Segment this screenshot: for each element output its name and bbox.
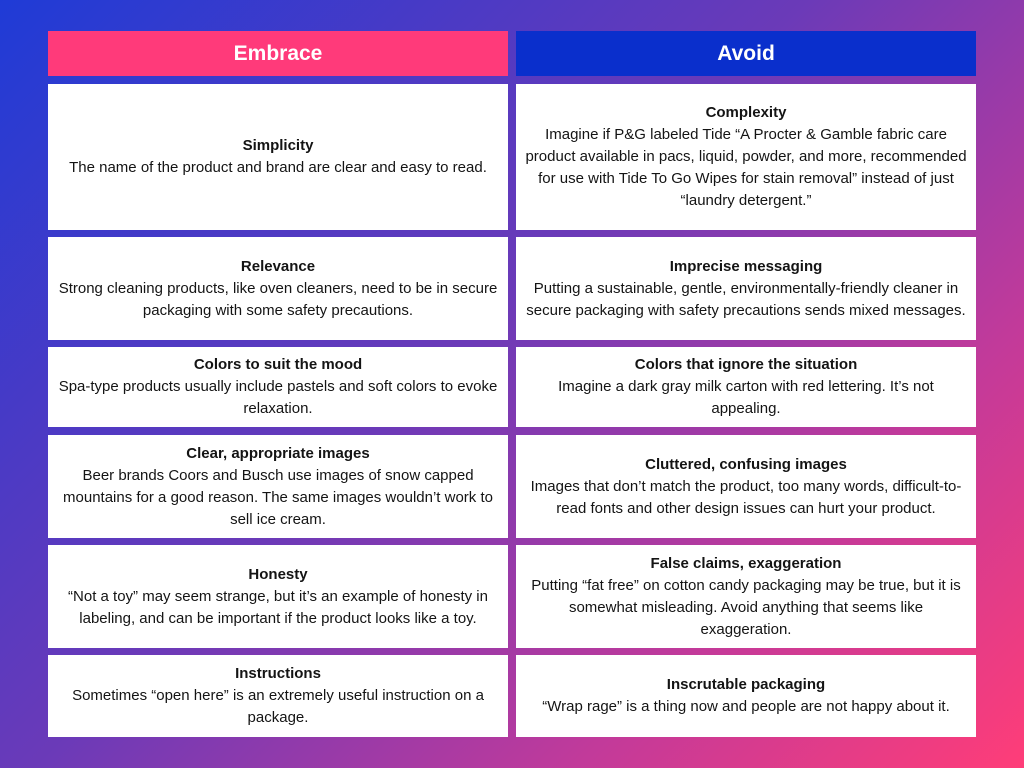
embrace-cell-title: Colors to suit the mood xyxy=(193,356,363,373)
embrace-cell-body: “Not a toy” may seem strange, but it’s an example of honesty in labeling, and can be important if the product looks like a toy. xyxy=(68,587,488,627)
avoid-cell xyxy=(516,435,976,538)
embrace-cell-body: Strong cleaning products, like oven cleaners, need to be in secure packaging with some safety precautions. xyxy=(58,279,498,319)
embrace-cell-body: The name of the product and brand are clear and easy to read. xyxy=(69,159,487,176)
avoid-cell xyxy=(516,237,976,340)
avoid-cell-body: Putting “fat free” on cotton candy packaging may be true, but it is somewhat misleading. Avoid anything that seems like exaggeration. xyxy=(531,576,961,638)
avoid-cell-title: Inscrutable packaging xyxy=(666,676,826,693)
embrace-cell xyxy=(48,655,508,737)
avoid-cell-title: Complexity xyxy=(705,104,787,121)
avoid-cell-body: “Wrap rage” is a thing now and people are not happy about it. xyxy=(542,698,950,715)
embrace-cell-title: Honesty xyxy=(248,565,308,583)
embrace-cell-body: Spa-type products usually include pastels and soft colors to evoke relaxation. xyxy=(58,378,498,417)
avoid-cell-body: Putting a sustainable, gentle, environmentally-friendly cleaner in secure packaging with safety precautions sends mixed messages. xyxy=(526,279,966,319)
embrace-cell-body: Sometimes “open here” is an extremely useful instruction on a package. xyxy=(72,687,484,726)
embrace-cell-title: Simplicity xyxy=(242,137,314,154)
avoid-cell-title: Cluttered, confusing images xyxy=(645,455,847,473)
avoid-cell xyxy=(516,545,976,648)
embrace-cell xyxy=(48,84,508,230)
avoid-cell-title: False claims, exaggeration xyxy=(650,554,842,572)
avoid-cell-title: Colors that ignore the situation xyxy=(634,356,858,373)
embrace-cell xyxy=(48,237,508,340)
avoid-cell-body: Images that don’t match the product, too many words, difficult-to-read fonts and other design issues can hurt your product. xyxy=(530,477,962,517)
avoid-cell-body: Imagine if P&G labeled Tide “A Procter & Gamble fabric care product available in pacs, liquid, powder, and more, recommended for use with Tide To Go Wipes for stain removal” instead of just “laundry detergent.” xyxy=(525,126,967,209)
embrace-cell-title: Instructions xyxy=(235,665,321,682)
comparison-table xyxy=(48,31,976,76)
avoid-cell xyxy=(516,84,976,230)
avoid-cell xyxy=(516,347,976,427)
embrace-cell-title: Clear, appropriate images xyxy=(186,444,370,462)
avoid-cell-body: Imagine a dark gray milk carton with red lettering. It’s not appealing. xyxy=(558,378,934,417)
embrace-cell xyxy=(48,347,508,427)
embrace-cell-body: Beer brands Coors and Busch use images of snow capped mountains for a good reason. The same images wouldn’t work to sell ice cream. xyxy=(63,466,493,528)
embrace-column-header: Embrace xyxy=(48,31,508,76)
avoid-column-header: Avoid xyxy=(516,31,976,76)
embrace-cell-title: Relevance xyxy=(240,257,316,275)
avoid-cell-title: Imprecise messaging xyxy=(669,257,823,275)
avoid-cell xyxy=(516,655,976,737)
embrace-cell xyxy=(48,435,508,538)
embrace-cell xyxy=(48,545,508,648)
